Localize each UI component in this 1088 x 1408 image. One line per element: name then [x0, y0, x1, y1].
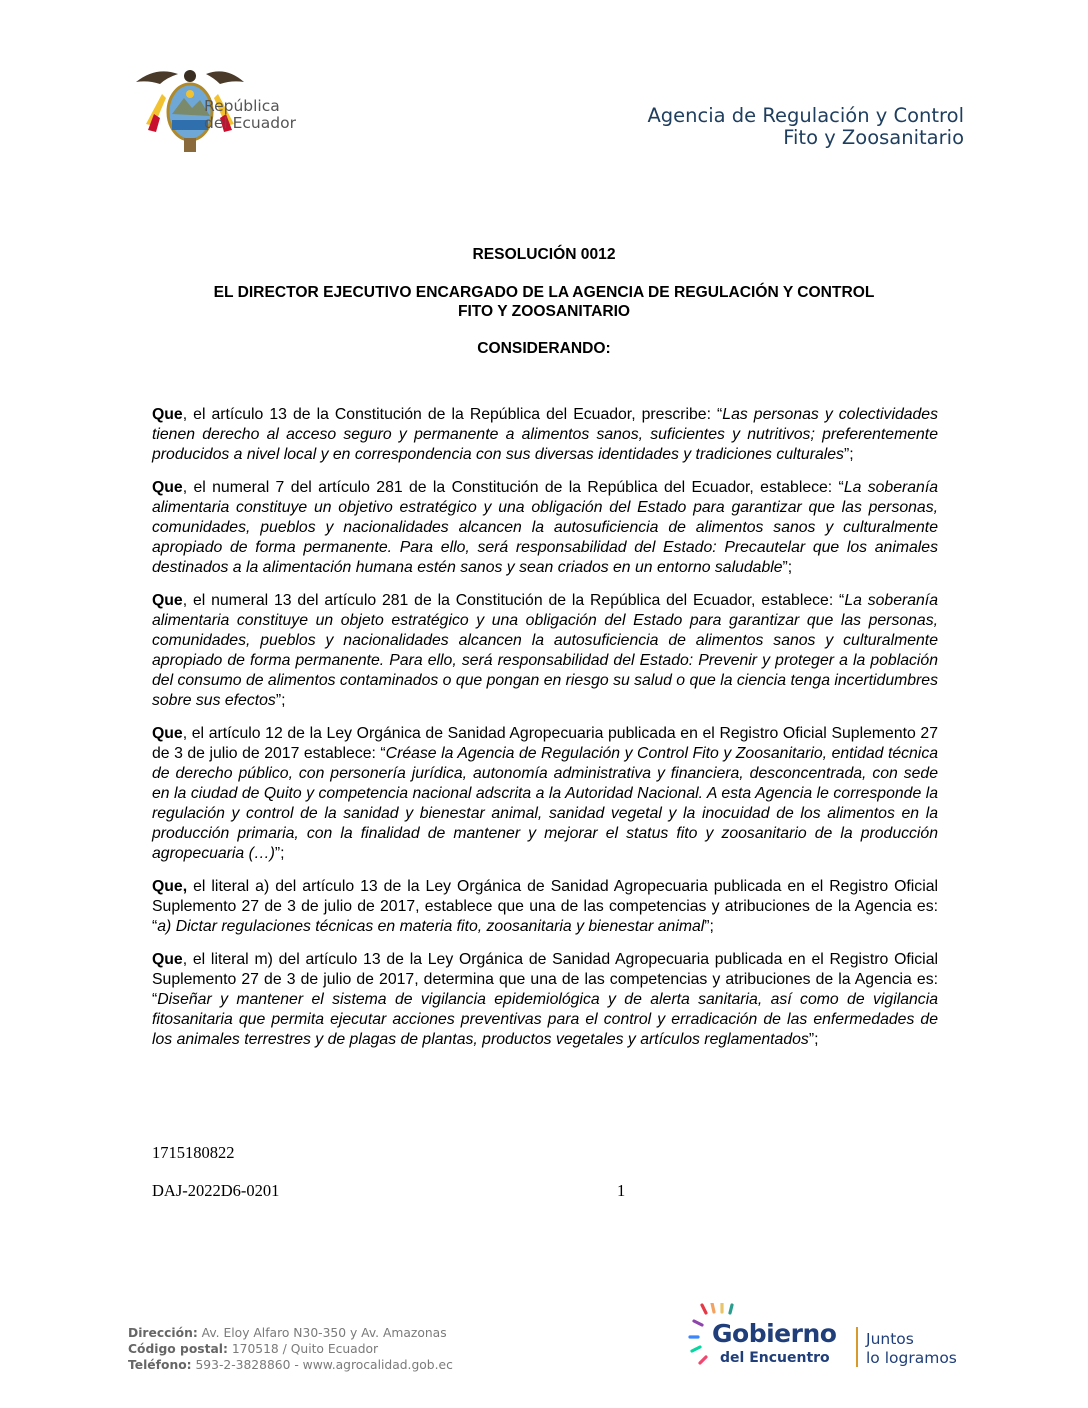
logo-divider — [856, 1327, 858, 1367]
footer-address: Dirección: Av. Eloy Alfaro N30-350 y Av. Amazonas — [128, 1326, 447, 1340]
footer-phone: Teléfono: 593-2-3828860 - www.agrocalidad.gob.ec — [128, 1358, 453, 1372]
considerando-paragraph: Que, el literal m) del artículo 13 de la Ley Orgánica de Sanidad Agropecuaria publicada en el Registro Oficial Suplemento 27 de 3 de julio de 2017, determina que una de las competencias y atribuciones de la Agencia es: “Diseñar y mantener el sistema de vigilancia epidemiológica y de alerta sanitaria, así como de vigilancia fitosanitaria que permita ejecutar acciones preventivas para el control y erradicación de las enfermedades de los animales terrestres y de plagas de plantas, productos vegetales y artículos reglamentados”; — [152, 951, 938, 1048]
republic-name: República del Ecuador — [204, 97, 296, 132]
document-number: 1715180822 — [152, 1143, 235, 1162]
considerando-paragraph: Que, el literal a) del artículo 13 de la Ley Orgánica de Sanidad Agropecuaria publicada en el Registro Oficial Suplemento 27 de 3 de julio de 2017, establece que una de las competencias y atribuciones de la Agencia es: “a) Dictar regulaciones técnicas en materia fito, zoosanitaria y bienestar animal”; — [152, 878, 938, 935]
encuentro-wordmark: del Encuentro — [720, 1350, 830, 1366]
reference-code: DAJ-2022D6-0201 — [152, 1181, 280, 1200]
considerando-heading: CONSIDERANDO: — [477, 340, 611, 357]
footer-contact — [128, 1325, 453, 1373]
considerando-paragraph: Que, el artículo 12 de la Ley Orgánica de Sanidad Agropecuaria publicada en el Registro Oficial Suplemento 27 de 3 de julio de 2017 establece: “Créase la Agencia de Regulación y Control Fito y Zoosanitario, entidad técnica de derecho público, con personería jurídica, autonomía administrativa y financiera, desconcentrada, con sede en la ciudad de Quito y competencia nacional adscrita a la Autoridad Nacional. A esta Agencia le corresponde la regulación y control de la sanidad y bienestar animal, sanidad vegetal y la inocuidad de los alimentos en la producción primaria, con la finalidad de mantener y mejorar el status fito y zoosanitario de la producción agropecuaria (…)”; — [152, 725, 938, 862]
considerando-paragraph: Que, el numeral 13 del artículo 281 de la Constitución de la República del Ecuador, establece: “La soberanía alimentaria constituye un objeto estratégico y una obligación del Estado para garantizar que las personas, comunidades, pueblos y nacionalidades alcancen la autosuficiencia de alimentos sanos y culturalmente apropiado de forma permanente. Para ello, será responsabilidad del Estado: Prevenir y proteger a la población del consumo de alimentos contaminados o que pongan en riesgo su salud o que la ciencia tenga incertidumbres sobre sus efectos”; — [152, 592, 938, 709]
footer-postal: Código postal: 170518 / Quito Ecuador — [128, 1342, 379, 1356]
considerando-paragraph: Que, el numeral 7 del artículo 281 de la Constitución de la República del Ecuador, establece: “La soberanía alimentaria constituye un objetivo estratégico y una obligación del Estado para garantizar que las personas, comunidades, pueblos y nacionalidades alcancen la autosuficiencia de alimentos sanos y culturalmente apropiado de forma permanente. Para ello, será responsabilidad del Estado: Precautelar que los animales destinados a la alimentación humana estén sanos y sean criados en un entorno saludable”; — [152, 479, 938, 576]
gobierno-wordmark: Gobierno — [712, 1319, 837, 1348]
director-heading: EL DIRECTOR EJECUTIVO ENCARGADO DE LA AGENCIA DE REGULACIÓN Y CONTROL FITO Y ZOOSANITARIO — [213, 284, 875, 320]
resolution-body — [152, 405, 938, 1063]
page-number: 1 — [617, 1181, 626, 1200]
juntos-slogan: Juntos lo logramos — [866, 1330, 957, 1367]
agency-name: Agencia de Regulación y Control Fito y Zoosanitario — [647, 104, 964, 149]
resolution-title: RESOLUCIÓN 0012 — [472, 246, 616, 263]
considerando-paragraph: Que, el artículo 13 de la Constitución de la República del Ecuador, prescribe: “Las personas y colectividades tienen derecho al acceso seguro y permanente a alimentos sanos, suficientes y nutritivos; preferentemente producidos a nivel local y en correspondencia con sus diversas identidades y tradiciones culturales”; — [152, 406, 938, 463]
